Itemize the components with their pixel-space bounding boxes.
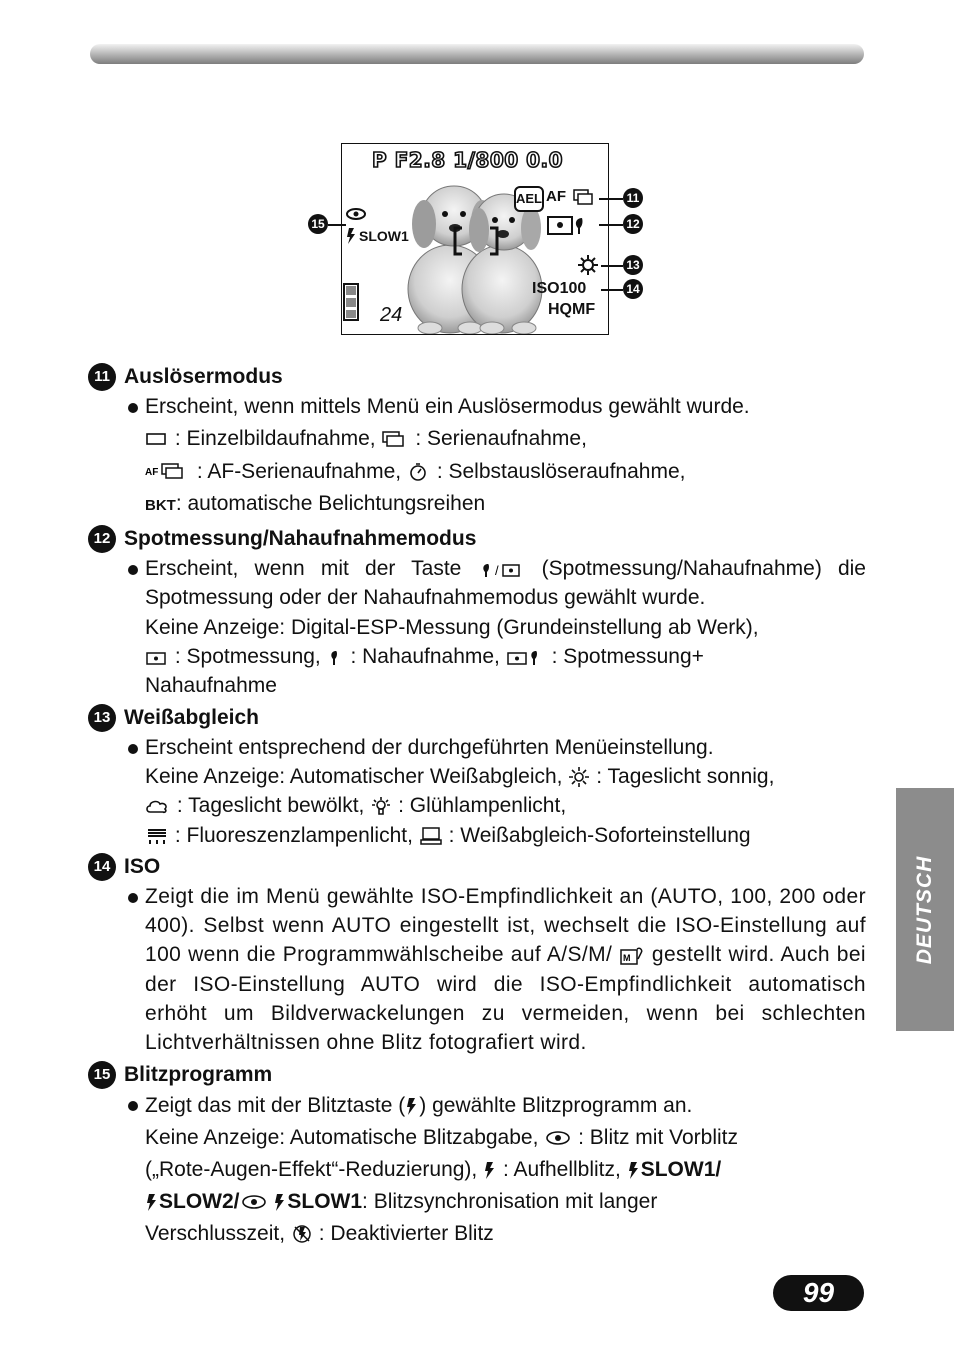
text-line: Verschlusszeit,: [145, 1221, 286, 1245]
text-line: : Glühlampenlicht,: [398, 794, 567, 818]
callout-line-15: [328, 224, 346, 226]
single-frame-icon: [145, 431, 169, 449]
slow1-label: SLOW1/: [640, 1157, 722, 1181]
content: [88, 362, 866, 1250]
text-line: Keine Anzeige: Digital-ESP-Messung (Grundeinstellung ab Werk),: [145, 615, 759, 639]
one-touch-wb-icon: [419, 826, 443, 846]
page-number: 99: [773, 1275, 864, 1311]
text-line: Erscheint entsprechend der durchgeführten Menüeinstellung.: [145, 733, 866, 762]
section-title: Blitzprogramm: [124, 1062, 273, 1086]
callout-line-13: [601, 265, 623, 267]
callout-line-11: [599, 198, 623, 200]
text-line: : Spotmessung,: [174, 645, 321, 669]
lcd-quality-indicator: HQMF: [548, 301, 596, 318]
header-bar: [90, 44, 864, 64]
section-title: Weißabgleich: [124, 705, 259, 729]
text-line: : AF-Serienaufnahme,: [196, 459, 402, 483]
lcd-iso-indicator: ISO100: [532, 280, 587, 297]
bkt-label: BKT: [145, 496, 176, 514]
cloudy-icon: [145, 797, 171, 817]
red-eye-icon: [544, 1129, 572, 1147]
macro-spot-button-icon: [478, 560, 526, 580]
text-line: : automatische Belichtungsreihen: [175, 491, 486, 515]
text-line: : Selbstauslöseraufnahme,: [436, 459, 686, 483]
text-line: Keine Anzeige: Automatischer Weißabgleich,: [145, 764, 563, 788]
sequential-icon: [381, 430, 409, 450]
my-mode-icon: [619, 945, 645, 967]
camera-lcd-figure: [341, 143, 609, 335]
section-13: [88, 703, 866, 850]
section-number: 11: [88, 363, 116, 391]
self-timer-icon: [407, 461, 431, 483]
section-title: ISO: [124, 854, 161, 878]
macro-icon: [327, 648, 345, 668]
text-line: : Einzelbildaufnahme,: [174, 427, 376, 451]
section-15: [88, 1060, 866, 1250]
text-line: : Blitzsynchronisation mit langer: [362, 1189, 658, 1213]
text-line: : Nahaufnahme,: [350, 645, 500, 669]
slow1-label: SLOW1: [287, 1189, 363, 1213]
fill-flash-icon: [483, 1160, 497, 1180]
section-14: [88, 852, 866, 1058]
text-line: : Tageslicht sonnig,: [596, 764, 775, 788]
slow2-label: SLOW2/: [159, 1189, 240, 1213]
callout-14: 14: [623, 279, 643, 299]
text-line: : Spotmessung+: [551, 645, 704, 669]
language-tab: [896, 788, 954, 1031]
section-number: 13: [88, 704, 116, 732]
callout-line-14: [601, 289, 623, 291]
flash-icon: [145, 1192, 159, 1212]
text-line: Zeigt das mit der Blitztaste (: [145, 1093, 406, 1117]
text-line: : Aufhellblitz,: [502, 1157, 621, 1181]
lcd-ael-indicator: AEL: [514, 186, 544, 212]
lcd-frames-remaining: 24: [380, 304, 403, 326]
section-11: [88, 362, 866, 520]
text-line: („Rote-Augen-Effekt“-Reduzierung),: [145, 1157, 478, 1181]
section-number: 15: [88, 1061, 116, 1089]
text-line: : Serienaufnahme,: [415, 427, 587, 451]
callout-12: 12: [623, 214, 643, 234]
text-line: : Fluoreszenzlampenlicht,: [174, 823, 413, 847]
text-line: Erscheint, wenn mittels Menü ein Auslösermodus gewählt wurde.: [145, 392, 866, 421]
text-line: Erscheint, wenn mit der Taste: [145, 557, 462, 581]
svg-text:AF: AF: [145, 467, 159, 479]
text-line: : Weißabgleich-Soforteinstellung: [448, 823, 751, 847]
text-line: Nahaufnahme: [145, 674, 277, 698]
text-line: Zeigt die im Menü gewählte ISO-Empfindlichkeit an (AUTO, 100, 200 oder 400). Selbst wenn AUTO eingestellt ist, wechselt die ISO-Einstellung auf 100 wenn die Programmwählscheibe auf A/S/M/: [145, 884, 866, 967]
callout-15: 15: [308, 214, 328, 234]
text-line: : Deaktivierter Blitz: [318, 1221, 494, 1245]
flash-icon: [273, 1192, 287, 1212]
language-label: DEUTSCH: [913, 855, 936, 964]
lcd-exposure-readout: P F2.8 1/800 0.0: [372, 148, 564, 172]
svg-text:M: M: [623, 952, 631, 963]
svg-text:/: /: [494, 562, 499, 578]
callout-13: 13: [623, 255, 643, 275]
section-number: 12: [88, 525, 116, 553]
callout-11: 11: [623, 188, 643, 208]
sunny-icon: [568, 766, 590, 788]
spot-metering-icon: [145, 649, 169, 667]
tungsten-icon: [370, 796, 392, 818]
lcd-af-indicator: AF: [546, 188, 566, 205]
section-title: Spotmessung/Nahaufnahmemodus: [124, 527, 477, 551]
section-12: [88, 524, 866, 700]
flash-off-icon: [291, 1223, 313, 1245]
lcd-slow1-indicator: SLOW1: [359, 228, 409, 244]
fluorescent-icon: [145, 826, 169, 846]
callout-line-12: [599, 224, 623, 226]
flash-icon: [405, 1096, 419, 1116]
flash-icon: [627, 1160, 641, 1180]
text-line: : Tageslicht bewölkt,: [176, 794, 365, 818]
af-sequential-icon: [145, 462, 191, 482]
section-number: 14: [88, 853, 116, 881]
text-line: ) gewählte Blitzprogramm an.: [419, 1093, 693, 1117]
red-eye-icon: [240, 1193, 268, 1211]
text-line: (Spotmessung/Nahaufnahme) die Spotmessung oder der Nahaufnahmemodus gewählt wurde.: [145, 557, 866, 610]
text-line: : Blitz mit Vorblitz: [578, 1125, 738, 1149]
text-line: Keine Anzeige: Automatische Blitzabgabe,: [145, 1125, 539, 1149]
section-title: Auslösermodus: [124, 365, 283, 388]
text-line: gestellt wird. Auch bei der ISO-Einstellung AUTO wird die ISO-Empfindlichkeit automatisch erhöht um Bildverwackelungen zu vermeiden, wenn bei schlechten Lichtverhältnissen ohne Blitz fotografiert wird.: [145, 943, 866, 1055]
spot-macro-icon: [506, 648, 546, 668]
